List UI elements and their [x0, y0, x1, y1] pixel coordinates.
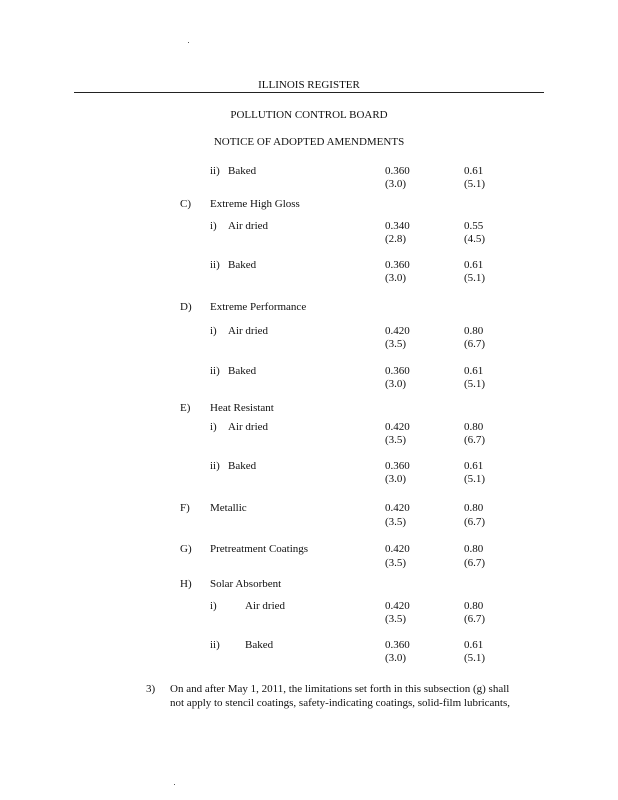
- value-col2-metric: (6.7): [464, 516, 486, 528]
- section-title: Heat Resistant: [210, 402, 274, 414]
- value-col2-metric: (6.7): [464, 557, 486, 569]
- row-label: ii): [210, 460, 220, 472]
- value-col2: 0.80: [464, 325, 484, 337]
- value-col2: 0.61: [464, 259, 484, 271]
- section-label: E): [180, 402, 191, 414]
- row-text: Baked: [245, 639, 274, 651]
- section-label: D): [180, 301, 192, 313]
- value-col2-metric: (5.1): [464, 473, 486, 485]
- value-col1-metric: (3.0): [385, 473, 407, 485]
- value-col1-metric: (3.0): [385, 272, 407, 284]
- value-col2-metric: (6.7): [464, 613, 486, 625]
- row-label: ii): [210, 165, 220, 177]
- row-label: ii): [210, 365, 220, 377]
- value-col1-metric: (3.5): [385, 613, 407, 625]
- row-text: Air dried: [228, 421, 269, 433]
- value-col2-metric: (4.5): [464, 233, 486, 245]
- value-col2-metric: (5.1): [464, 378, 486, 390]
- value-col2: 0.80: [464, 543, 484, 555]
- value-col2: 0.61: [464, 460, 484, 472]
- section-title: Extreme Performance: [210, 301, 307, 313]
- section-label: H): [180, 578, 192, 590]
- row-text: Baked: [228, 165, 257, 177]
- value-col2-metric: (6.7): [464, 338, 486, 350]
- row-label: ii): [210, 639, 220, 651]
- value-col1: 0.360: [385, 259, 410, 271]
- value-col2-metric: (5.1): [464, 178, 486, 190]
- value-col2-metric: (5.1): [464, 272, 486, 284]
- value-col2: 0.61: [464, 365, 484, 377]
- section-title: Extreme High Gloss: [210, 198, 300, 210]
- value-col1: 0.340: [385, 220, 410, 232]
- value-col1: 0.420: [385, 421, 410, 433]
- value-col1: 0.360: [385, 639, 410, 651]
- scan-speck: [188, 42, 189, 43]
- section-label: F): [180, 502, 190, 514]
- paragraph-line: On and after May 1, 2011, the limitations set forth in this subsection (g) shall: [170, 683, 510, 695]
- value-col1-metric: (3.0): [385, 378, 407, 390]
- header-rule: [74, 92, 544, 93]
- row-text: Baked: [228, 259, 257, 271]
- section-label: G): [180, 543, 192, 555]
- row-text: Baked: [228, 460, 257, 472]
- value-col1-metric: (3.0): [385, 652, 407, 664]
- value-col2-metric: (6.7): [464, 434, 486, 446]
- register-title: ILLINOIS REGISTER: [258, 79, 360, 91]
- value-col2: 0.61: [464, 639, 484, 651]
- row-label: i): [210, 220, 217, 232]
- value-col1: 0.420: [385, 325, 410, 337]
- board-title: POLLUTION CONTROL BOARD: [230, 109, 388, 121]
- notice-title: NOTICE OF ADOPTED AMENDMENTS: [213, 136, 405, 148]
- value-col1: 0.420: [385, 543, 410, 555]
- scan-speck: [174, 784, 175, 785]
- value-col2-metric: (5.1): [464, 652, 486, 664]
- value-col1-metric: (3.5): [385, 338, 407, 350]
- value-col1: 0.360: [385, 365, 410, 377]
- row-text: Baked: [228, 365, 257, 377]
- value-col1: 0.360: [385, 460, 410, 472]
- value-col1-metric: (3.5): [385, 434, 407, 446]
- value-col2: 0.80: [464, 502, 484, 514]
- value-col2: 0.80: [464, 421, 484, 433]
- paragraph-number: 3): [146, 683, 156, 695]
- row-text: Air dried: [228, 220, 269, 232]
- value-col1-metric: (3.5): [385, 557, 407, 569]
- section-title: Solar Absorbent: [210, 578, 282, 590]
- row-label: i): [210, 421, 217, 433]
- value-col1-metric: (2.8): [385, 233, 407, 245]
- row-label: i): [210, 325, 217, 337]
- row-label: i): [210, 600, 217, 612]
- section-label: C): [180, 198, 191, 210]
- value-col1-metric: (3.5): [385, 516, 407, 528]
- section-title: Pretreatment Coatings: [210, 543, 309, 555]
- value-col2: 0.61: [464, 165, 484, 177]
- section-title: Metallic: [210, 502, 247, 514]
- value-col1: 0.360: [385, 165, 410, 177]
- row-text: Air dried: [228, 325, 269, 337]
- row-text: Air dried: [245, 600, 286, 612]
- row-label: ii): [210, 259, 220, 271]
- value-col1-metric: (3.0): [385, 178, 407, 190]
- value-col2: 0.80: [464, 600, 484, 612]
- value-col2: 0.55: [464, 220, 484, 232]
- value-col1: 0.420: [385, 600, 410, 612]
- paragraph-line: not apply to stencil coatings, safety-indicating coatings, solid-film lubricants,: [170, 697, 511, 709]
- value-col1: 0.420: [385, 502, 410, 514]
